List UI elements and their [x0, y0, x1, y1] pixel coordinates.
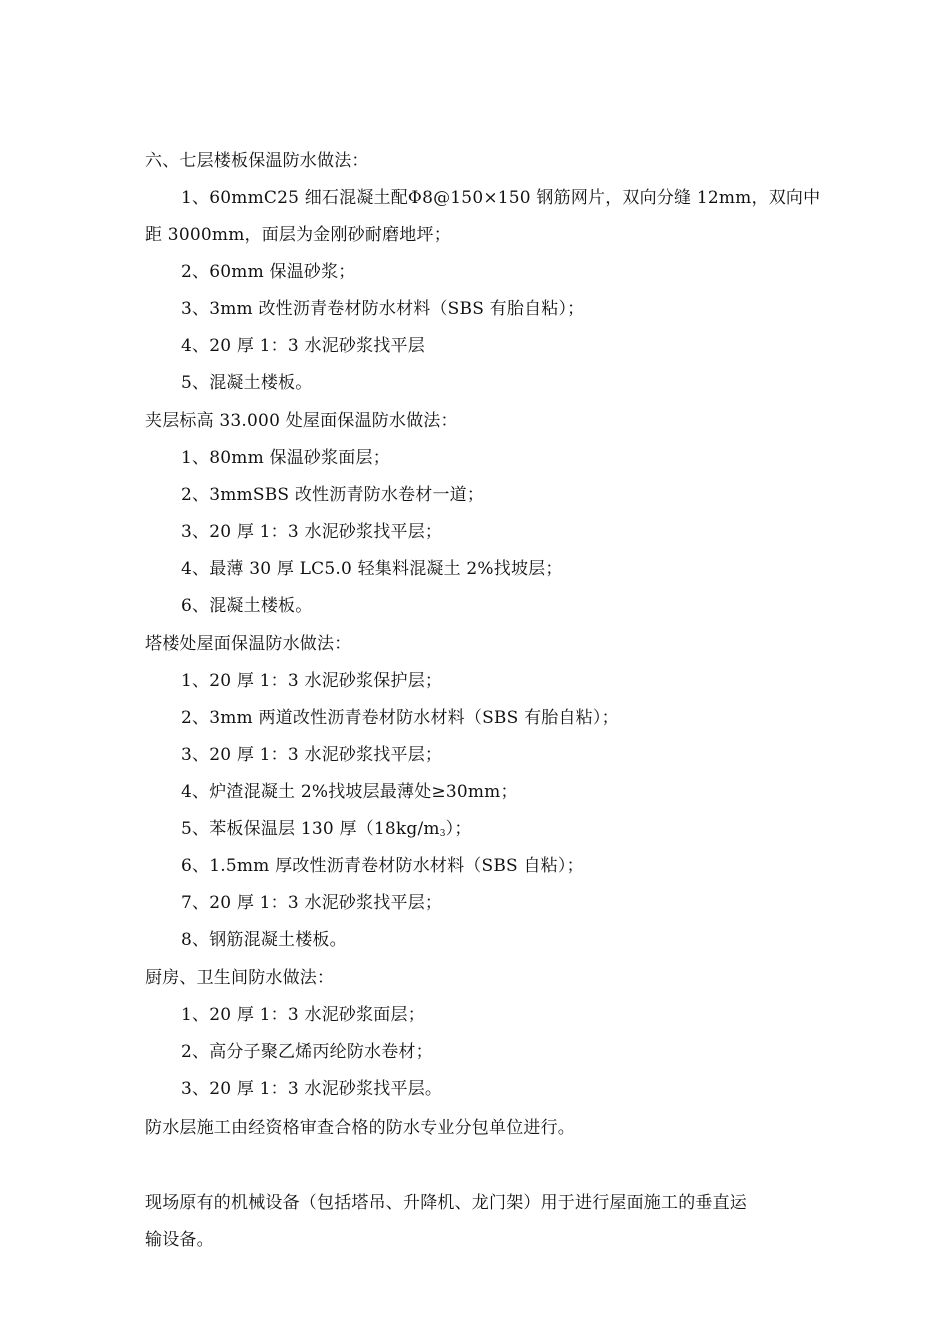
list-item-continuation: 距 3000mm，面层为金刚砂耐磨地坪； [145, 225, 451, 245]
list-item: 2、3mm 两道改性沥青卷材防水材料（SBS 有胎自粘）； [181, 708, 619, 728]
list-item: 1、20 厚 1：3 水泥砂浆保护层； [181, 671, 443, 691]
list-item: 4、20 厚 1：3 水泥砂浆找平层 [181, 336, 425, 356]
section-heading: 塔楼处屋面保温防水做法： [145, 634, 352, 654]
list-item: 1、20 厚 1：3 水泥砂浆面层； [181, 1005, 425, 1025]
superscript-unit: 3 [439, 829, 446, 839]
list-item: 3、20 厚 1：3 水泥砂浆找平层； [181, 745, 443, 765]
list-item: 1、60mmC25 细石混凝土配Φ8@150×150 钢筋网片，双向分缝 12mm，双向中 [181, 188, 821, 208]
list-item-tail: ）； [445, 819, 472, 839]
list-item: 2、3mmSBS 改性沥青防水卷材一道； [181, 485, 485, 505]
list-item: 6、1.5mm 厚改性沥青卷材防水材料（SBS 自粘）； [181, 856, 584, 876]
equipment-paragraph-line: 现场原有的机械设备（包括塔吊、升降机、龙门架）用于进行屋面施工的垂直运 [145, 1193, 747, 1213]
list-item: 4、炉渣混凝土 2%找坡层最薄处≥30mm； [181, 782, 518, 802]
list-item: 3、20 厚 1：3 水泥砂浆找平层； [181, 522, 443, 542]
list-item [181, 818, 472, 843]
list-item: 7、20 厚 1：3 水泥砂浆找平层； [181, 893, 443, 913]
list-item: 6、混凝土楼板。 [181, 596, 313, 616]
list-item: 5、混凝土楼板。 [181, 373, 313, 393]
list-item-text: 5、苯板保温层 130 厚（18kg/m [181, 819, 440, 839]
list-item: 4、最薄 30 厚 LC5.0 轻集料混凝土 2%找坡层； [181, 559, 563, 579]
equipment-paragraph-line: 输设备。 [145, 1230, 214, 1250]
list-item: 3、20 厚 1：3 水泥砂浆找平层。 [181, 1079, 443, 1099]
list-item: 8、钢筋混凝土楼板。 [181, 930, 347, 950]
section-heading: 夹层标高 33.000 处屋面保温防水做法： [145, 411, 458, 431]
list-item: 2、60mm 保温砂浆； [181, 262, 356, 282]
list-item: 3、3mm 改性沥青卷材防水材料（SBS 有胎自粘）； [181, 299, 585, 319]
note-paragraph: 防水层施工由经资格审查合格的防水专业分包单位进行。 [145, 1118, 575, 1138]
section-heading: 厨房、卫生间防水做法： [145, 968, 335, 988]
section-heading: 六、七层楼板保温防水做法： [145, 151, 369, 171]
list-item: 1、80mm 保温砂浆面层； [181, 448, 390, 468]
list-item: 2、高分子聚乙烯丙纶防水卷材； [181, 1042, 433, 1062]
